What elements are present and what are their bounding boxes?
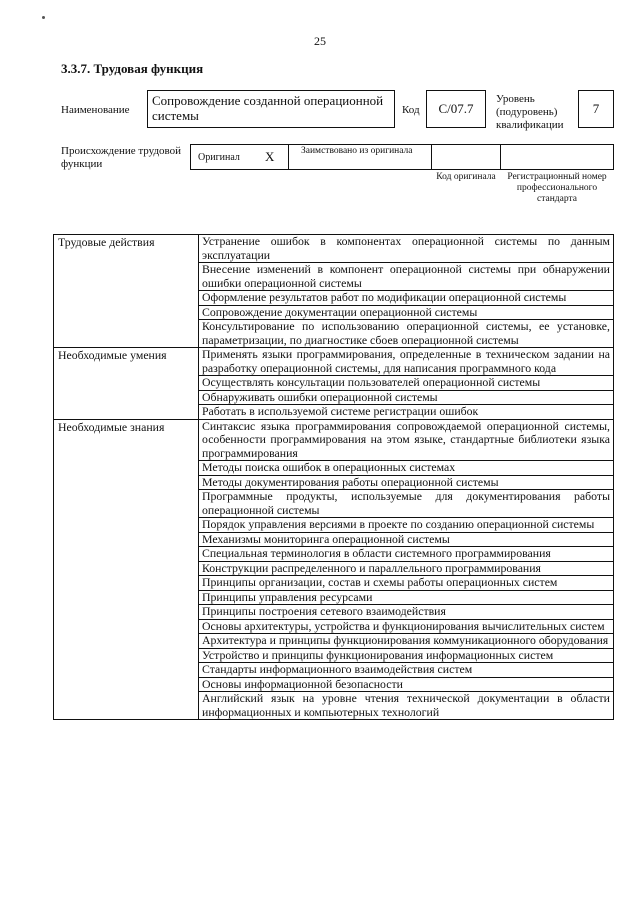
reg-number-cell <box>500 144 614 170</box>
borrowed-label: Заимствовано из оригинала <box>301 146 413 156</box>
knowledge-item: Принципы организации, состав и схемы работы операционных систем <box>199 576 614 591</box>
knowledge-item: Устройство и принципы функционирования информационных систем <box>199 648 614 663</box>
original-cell <box>190 144 289 170</box>
skills-row <box>54 348 614 376</box>
skills-item: Осуществлять консультации пользователей операционной системы <box>199 376 614 391</box>
level-label: Уровень (подуровень) квалификации <box>496 93 564 131</box>
code-label: Код <box>402 104 420 116</box>
original-label: Оригинал <box>198 152 240 163</box>
level-box <box>578 90 614 128</box>
borrowed-cell <box>288 144 432 170</box>
page-number: 25 <box>314 34 326 48</box>
labor-actions-item: Оформление результатов работ по модификации операционной системы <box>199 291 614 306</box>
code-caption: Код оригинала <box>436 172 496 182</box>
knowledge-title: Необходимые знания <box>54 419 199 720</box>
knowledge-item: Порядок управления версиями в проекте по созданию операционной системы <box>199 518 614 533</box>
labor-actions-item: Устранение ошибок в компонентах операционной системы по данным эксплуатации <box>199 235 614 263</box>
function-table <box>53 234 614 720</box>
labor-actions-item: Сопровождение документации операционной системы <box>199 305 614 320</box>
code-box <box>426 90 486 128</box>
reg-caption: Регистрационный номер профессионального стандарта <box>507 172 607 204</box>
scan-dot <box>42 16 45 19</box>
labor-actions-row <box>54 235 614 263</box>
knowledge-item: Принципы управления ресурсами <box>199 590 614 605</box>
function-name: Сопровождение созданной операционной системы <box>152 93 384 123</box>
origin-label: Происхождение трудовой функции <box>61 145 182 170</box>
knowledge-item: Стандарты информационного взаимодействия систем <box>199 663 614 678</box>
knowledge-item: Механизмы мониторинга операционной системы <box>199 532 614 547</box>
knowledge-item: Архитектура и принципы функционирования коммуникационного оборудования <box>199 634 614 649</box>
knowledge-item: Английский язык на уровне чтения технической документации в области информационных и компьютерных технологий <box>199 692 614 720</box>
knowledge-item: Методы документирования работы операционной системы <box>199 475 614 490</box>
section-title: 3.3.7. Трудовая функция <box>61 61 204 76</box>
knowledge-row <box>54 419 614 461</box>
knowledge-item: Синтаксис языка программирования сопровождаемой операционной системы, особенности программирования на этом языке, стандартные библиотеки языка программирования <box>199 419 614 461</box>
knowledge-item: Специальная терминология в области системного программирования <box>199 547 614 562</box>
knowledge-item: Программные продукты, используемые для документирования работы операционной системы <box>199 490 614 518</box>
knowledge-item: Основы архитектуры, устройства и функционирования вычислительных систем <box>199 619 614 634</box>
original-mark: X <box>265 149 275 164</box>
knowledge-item: Принципы построения сетевого взаимодействия <box>199 605 614 620</box>
labor-actions-item: Консультирование по использованию операционной системы, ее установке, параметризации, по диагностике сбоев операционной системы <box>199 320 614 348</box>
origin-code-cell <box>431 144 501 170</box>
name-label: Наименование <box>61 104 130 116</box>
knowledge-item: Методы поиска ошибок в операционных системах <box>199 461 614 476</box>
skills-title: Необходимые умения <box>54 348 199 420</box>
level-value: 7 <box>592 101 600 116</box>
skills-item: Обнаруживать ошибки операционной системы <box>199 390 614 405</box>
skills-item: Применять языки программирования, определенные в техническом задании на разработку операционной системы, для написания программного кода <box>199 348 614 376</box>
labor-actions-title: Трудовые действия <box>54 235 199 348</box>
knowledge-item: Основы информационной безопасности <box>199 677 614 692</box>
knowledge-item: Конструкции распределенного и параллельного программирования <box>199 561 614 576</box>
code-value: С/07.7 <box>438 101 474 116</box>
labor-actions-item: Внесение изменений в компонент операционной системы при обнаружении ошибки операционной системы <box>199 263 614 291</box>
function-name-box <box>147 90 395 128</box>
skills-item: Работать в используемой системе регистрации ошибок <box>199 405 614 420</box>
